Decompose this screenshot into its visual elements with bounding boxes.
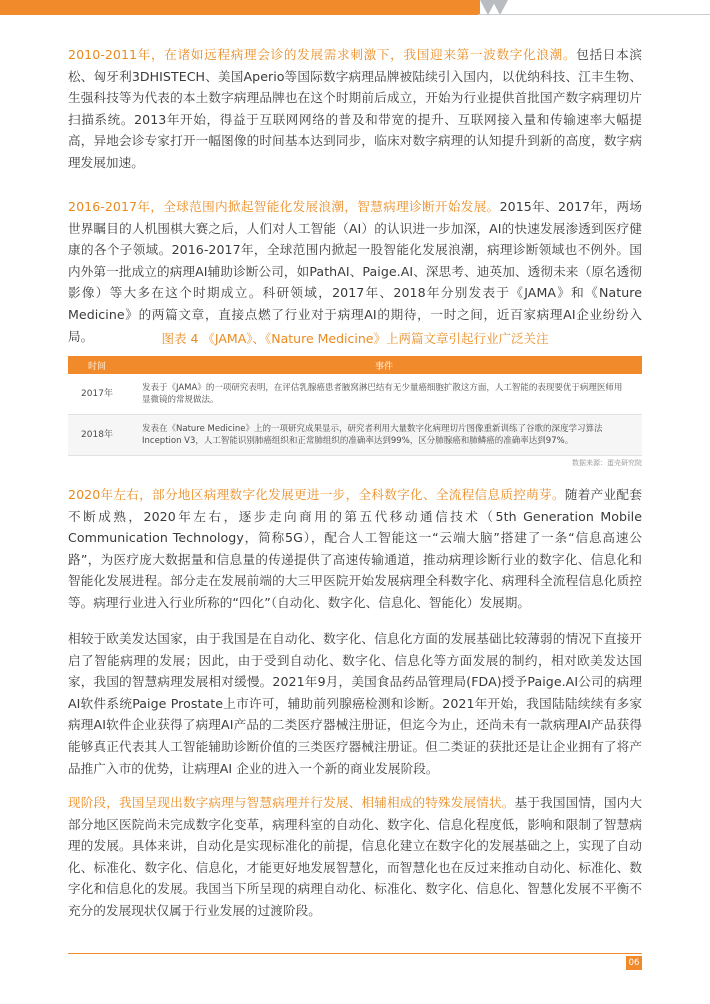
header-orange-band	[0, 0, 480, 15]
paragraph-1	[68, 44, 642, 174]
data-source-note: 数据来源：蛋壳研究院	[572, 459, 642, 467]
row-event: 发表于《JAMA》的一项研究表明，在评估乳腺癌患者腋窝淋巴结有无少量癌细胞扩散这方面，人工智能的表现要优于病理医师用显微镜的常规做法。	[126, 374, 642, 415]
footer-rule	[68, 953, 642, 954]
header-rule	[478, 14, 710, 15]
header-slant	[466, 0, 480, 15]
paragraph-2-lead: 2016-2017年，全球范围内掀起智能化发展浪潮，智慧病理诊断开始发展。	[68, 199, 500, 214]
paragraph-4	[68, 628, 642, 779]
paragraph-2	[68, 196, 642, 347]
figure-title: 图表 4 《JAMA》、《Nature Medicine》上两篇文章引起行业广泛关注	[161, 331, 549, 346]
paragraph-2-body: 2015年、2017年，两场世界瞩目的人机围棋大赛之后，人们对人工智能（AI）的认识进一步加深，AI的快速发展渗透到医疗健康的各个子领域。2016-2017年，全球范围内掀起一股智能化发展浪潮，病理诊断领域也不例外。国内外第一批成立的病理AI辅助诊断公司，如PathAI、Paige.AI、深思考、迪英加、透彻未来（原名透彻影像）等大多在这个时期成立。科研领域，2017年、2018年分别发表于《JAMA》和《Nature Medicine》的两篇文章，直接点燃了行业对于病理AI的期待，一时之间，近百家病理AI企业纷纷入局。	[68, 199, 642, 344]
row-year: 2018年	[68, 415, 126, 456]
paragraph-3-body: 随着产业配套不断成熟，2020年左右，逐步走向商用的第五代移动通信技术（5th Generation Mobile Communication Technology，简称5G），配合人工智能这一“云端大脑”搭建了一条“信息高速公路”，为医疗庞大数据量和信息量的传递提供了高速传输通道，推动病理诊断行业的数字化、信息化和智能化发展进程。部分走在发展前端的大三甲医院开始发展病理全科数字化、病理科全流程信息化质控等。病理行业进入行业所称的“四化”（自动化、数字化、信息化、智能化）发展期。	[68, 487, 642, 610]
paragraph-4-body: 相较于欧美发达国家，由于我国是在自动化、数字化、信息化方面的发展基础比较薄弱的情况下直接开启了智能病理的发展；因此，由于受到自动化、数字化、信息化等方面发展的制约，相对欧美发达国家，我国的智慧病理发展相对缓慢。2021年9月，美国食品药品管理局(FDA)授予Paige.AI公司的病理AI软件系统Paige Prostate上市许可，辅助前列腺癌检测和诊断。2021年开始，我国陆陆续续有多家病理AI软件企业获得了病理AI产品的二类医疗器械注册证，但迄今为止，还尚未有一款病理AI产品获得能够真正代表其人工智能辅助诊断价值的三类医疗器械注册证。但二类证的获批还是让企业拥有了将产品推广入市的优势，让病理AI 企业的进入一个新的商业发展阶段。	[68, 631, 642, 776]
paragraph-3-lead: 2020年左右，部分地区病理数字化发展更进一步，全科数字化、全流程信息质控萌芽。	[68, 487, 565, 502]
col-header-time: 时间	[68, 356, 126, 374]
row-event: 发表在《Nature Medicine》上的一项研究成果显示，研究者利用大量数字化病理切片图像重新训练了谷歌的深度学习算法Inception V3，人工智能识别肺癌组织和正常肺组织的准确率达到99%，区分肺腺癌和肺鳞癌的准确率达到97%。	[126, 415, 642, 456]
row-year: 2017年	[68, 374, 126, 415]
paragraph-5-body: 基于我国国情，国内大部分地区医院尚未完成数字化变革，病理科室的自动化、数字化、信息化程度低，影响和限制了智慧病理的发展。具体来讲，自动化是实现标准化的前提，信息化建立在数字化的发展基础之上，实现了自动化、标准化、数字化、信息化，才能更好地发展智慧化，而智慧化也在反过来推动自动化、标准化、数字化和信息化的发展。我国当下所呈现的病理自动化、标准化、数字化、信息化、智慧化发展不平衡不充分的发展现状仅属于行业发展的过渡阶段。	[68, 795, 643, 918]
header-bar	[0, 0, 710, 18]
table-header-row	[68, 356, 642, 374]
paragraph-1-body: 包括日本滨松、匈牙利3DHISTECH、美国Aperio等国际数字病理品牌被陆续引入国内，以优纳科技、江丰生物、生强科技等为代表的本土数字病理品牌也在这个时期前后成立，开始为行业提供首批国产数字病理切片扫描系统。2013年开始，得益于互联网网络的普及和带宽的提升、互联网接入量和传输速率大幅提高，异地会诊专家打开一幅图像的时间基本达到同步，临床对数字病理的认知提升到新的高度，数字病理发展加速。	[68, 47, 642, 170]
col-header-event: 事件	[126, 356, 642, 374]
paragraph-1-lead: 2010-2011年，在诸如远程病理会诊的发展需求刺激下，我国迎来第一波数字化浪潮。	[68, 47, 577, 62]
paragraph-5	[68, 792, 642, 922]
page-number: 06	[626, 956, 642, 970]
paragraph-5-lead: 现阶段，我国呈现出数字病理与智慧病理并行发展、相辅相成的特殊发展情状。	[68, 795, 515, 810]
event-table	[68, 356, 642, 456]
paragraph-3	[68, 484, 642, 614]
header-stripe	[492, 0, 508, 15]
table-row	[68, 374, 642, 415]
table-row	[68, 415, 642, 456]
